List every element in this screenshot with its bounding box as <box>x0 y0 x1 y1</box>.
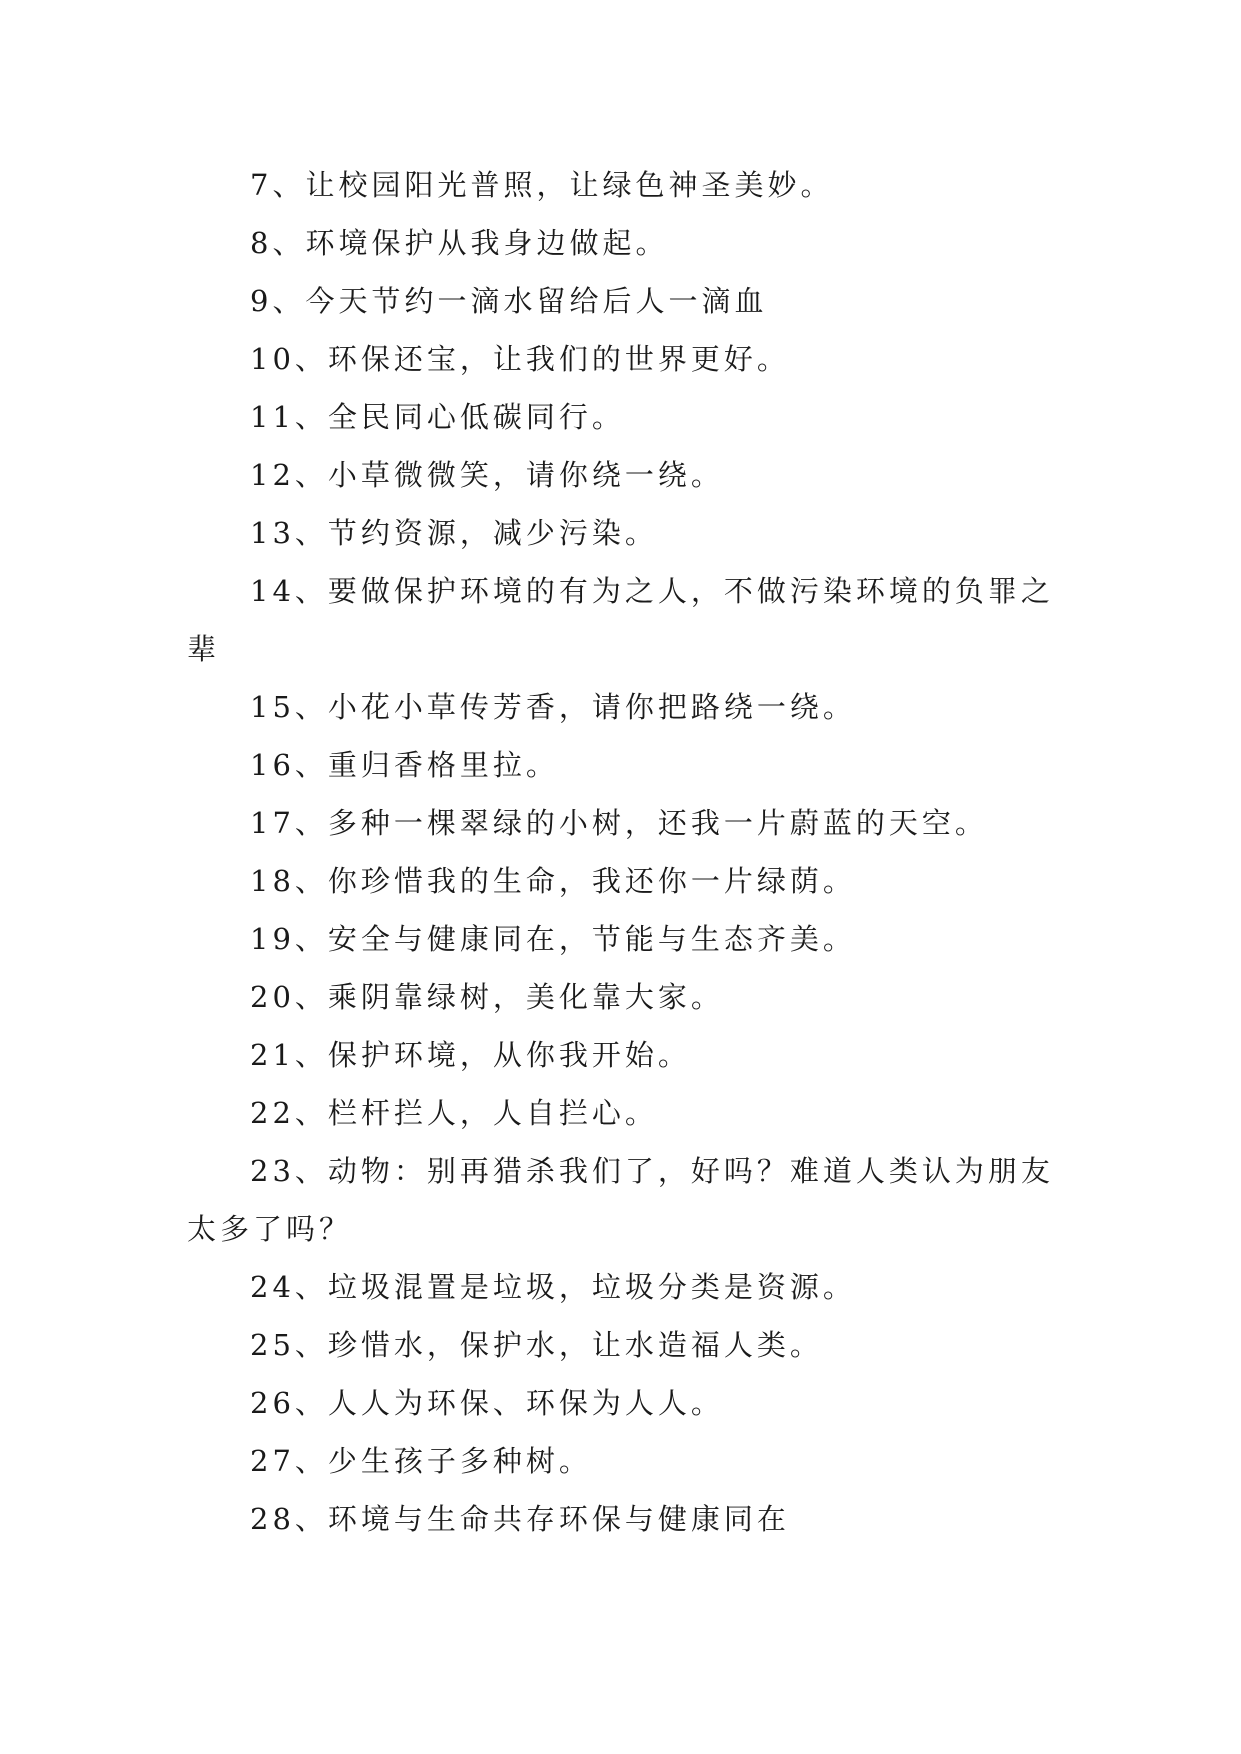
paragraph-15: 15、小花小草传芳香，请你把路绕一绕。 <box>250 690 856 724</box>
paragraph-20: 20、乘阴靠绿树，美化靠大家。 <box>250 980 724 1014</box>
paragraph-16: 16、重归香格里拉。 <box>250 748 559 782</box>
paragraph-17: 17、多种一棵翠绿的小树，还我一片蔚蓝的天空。 <box>250 806 988 840</box>
paragraph-27: 27、少生孩子多种树。 <box>250 1444 592 1478</box>
paragraph-10: 10、环保还宝，让我们的世界更好。 <box>250 342 790 376</box>
paragraph-18: 18、你珍惜我的生命，我还你一片绿荫。 <box>250 864 856 898</box>
paragraph-19: 19、安全与健康同在，节能与生态齐美。 <box>250 922 856 956</box>
paragraph-7: 7、让校园阳光普照，让绿色神圣美妙。 <box>250 168 834 202</box>
paragraph-11: 11、全民同心低碳同行。 <box>250 400 625 434</box>
paragraph-13: 13、节约资源，减少污染。 <box>250 516 658 550</box>
paragraph-21: 21、保护环境，从你我开始。 <box>250 1038 691 1072</box>
paragraph-26: 26、人人为环保、环保为人人。 <box>250 1386 724 1420</box>
paragraph-28: 28、环境与生命共存环保与健康同在 <box>250 1502 790 1536</box>
paragraph-14: 14、要做保护环境的有为之人，不做污染环境的负罪之辈 <box>187 574 1054 666</box>
paragraph-12: 12、小草微微笑，请你绕一绕。 <box>250 458 724 492</box>
paragraph-9: 9、今天节约一滴水留给后人一滴血 <box>250 284 768 318</box>
paragraph-23: 23、动物：别再猎杀我们了，好吗？难道人类认为朋友太多了吗？ <box>187 1154 1054 1246</box>
paragraph-24: 24、垃圾混置是垃圾，垃圾分类是资源。 <box>250 1270 856 1304</box>
document-body <box>187 156 1057 1548</box>
paragraph-25: 25、珍惜水，保护水，让水造福人类。 <box>250 1328 823 1362</box>
paragraph-22: 22、栏杆拦人，人自拦心。 <box>250 1096 658 1130</box>
paragraph-8: 8、环境保护从我身边做起。 <box>250 226 669 260</box>
